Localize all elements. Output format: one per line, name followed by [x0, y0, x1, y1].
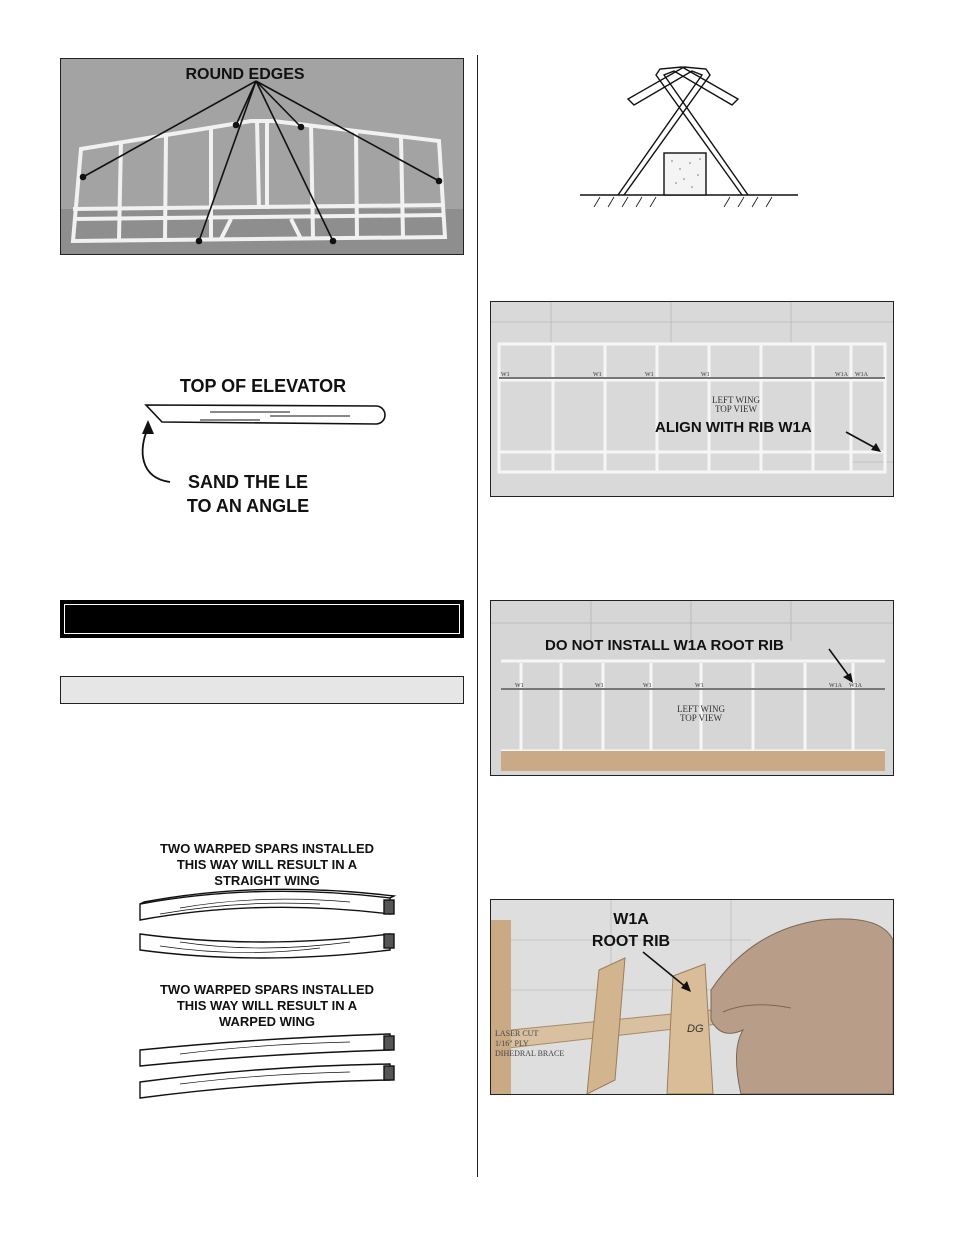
svg-text:W1A: W1A [849, 683, 862, 689]
spar-1 [140, 889, 394, 920]
do-not-install-photo [490, 600, 894, 776]
elevator-section [146, 405, 385, 424]
top-of-elevator-label: TOP OF ELEVATOR [179, 376, 347, 396]
root-rib-label-2: ROOT RIB [591, 933, 671, 950]
svg-text:W1: W1 [643, 683, 652, 689]
align-plan-text-2: TOP VIEW [714, 404, 758, 414]
spars-warped-text-3: WARPED WING [218, 1014, 316, 1029]
svg-text:DIHEDRAL BRACE: DIHEDRAL BRACE [495, 1049, 565, 1058]
pin-diagram [580, 65, 802, 215]
spars-straight-text-1: TWO WARPED SPARS INSTALLED [159, 841, 375, 856]
svg-text:W1: W1 [595, 683, 604, 689]
spars-diagram [120, 838, 420, 1108]
sand-le-label-1: SAND THE LE [187, 472, 309, 492]
align-rib-label: ALIGN WITH RIB W1A [655, 419, 812, 436]
align-plan-text-1: LEFT WING [712, 395, 760, 405]
svg-text:W1: W1 [695, 683, 704, 689]
svg-text:W1: W1 [515, 683, 524, 689]
spars-straight-text-2: THIS WAY WILL RESULT IN A [176, 857, 358, 872]
svg-text:1/16" PLY: 1/16" PLY [495, 1039, 529, 1048]
svg-text:W1A: W1A [835, 372, 848, 378]
root-rib-label-1: W1A [613, 911, 649, 928]
rib-marking: DG [687, 1023, 704, 1035]
svg-text:W1: W1 [501, 372, 510, 378]
svg-text:W1: W1 [701, 372, 710, 378]
round-edges-label: ROUND EDGES [185, 66, 305, 83]
sand-le-label-2: TO AN ANGLE [186, 496, 310, 516]
dni-plan-text-2: TOP VIEW [679, 713, 723, 723]
dni-plan-text-1: LEFT WING [677, 704, 725, 714]
svg-text:W1: W1 [645, 372, 654, 378]
spar-2 [140, 934, 394, 958]
sand-arrow [143, 428, 170, 482]
svg-text:LASER CUT: LASER CUT [495, 1029, 539, 1038]
do-not-install-label: DO NOT INSTALL W1A ROOT RIB [545, 637, 784, 654]
column-divider [477, 55, 478, 1177]
elevator-diagram [60, 370, 464, 530]
root-rib-photo [490, 899, 894, 1095]
subsection-header-bar [60, 676, 464, 704]
svg-text:W1A: W1A [855, 372, 868, 378]
section-header-bar [60, 600, 464, 638]
spar-4 [140, 1064, 394, 1098]
spars-straight-text-3: STRAIGHT WING [214, 873, 320, 888]
spars-warped-text-1: TWO WARPED SPARS INSTALLED [159, 982, 375, 997]
svg-text:W1: W1 [593, 372, 602, 378]
round-edges-photo [60, 58, 464, 255]
spar-3 [140, 1034, 394, 1066]
align-rib-photo [490, 301, 894, 497]
svg-text:W1A: W1A [829, 683, 842, 689]
spars-warped-text-2: THIS WAY WILL RESULT IN A [176, 998, 358, 1013]
